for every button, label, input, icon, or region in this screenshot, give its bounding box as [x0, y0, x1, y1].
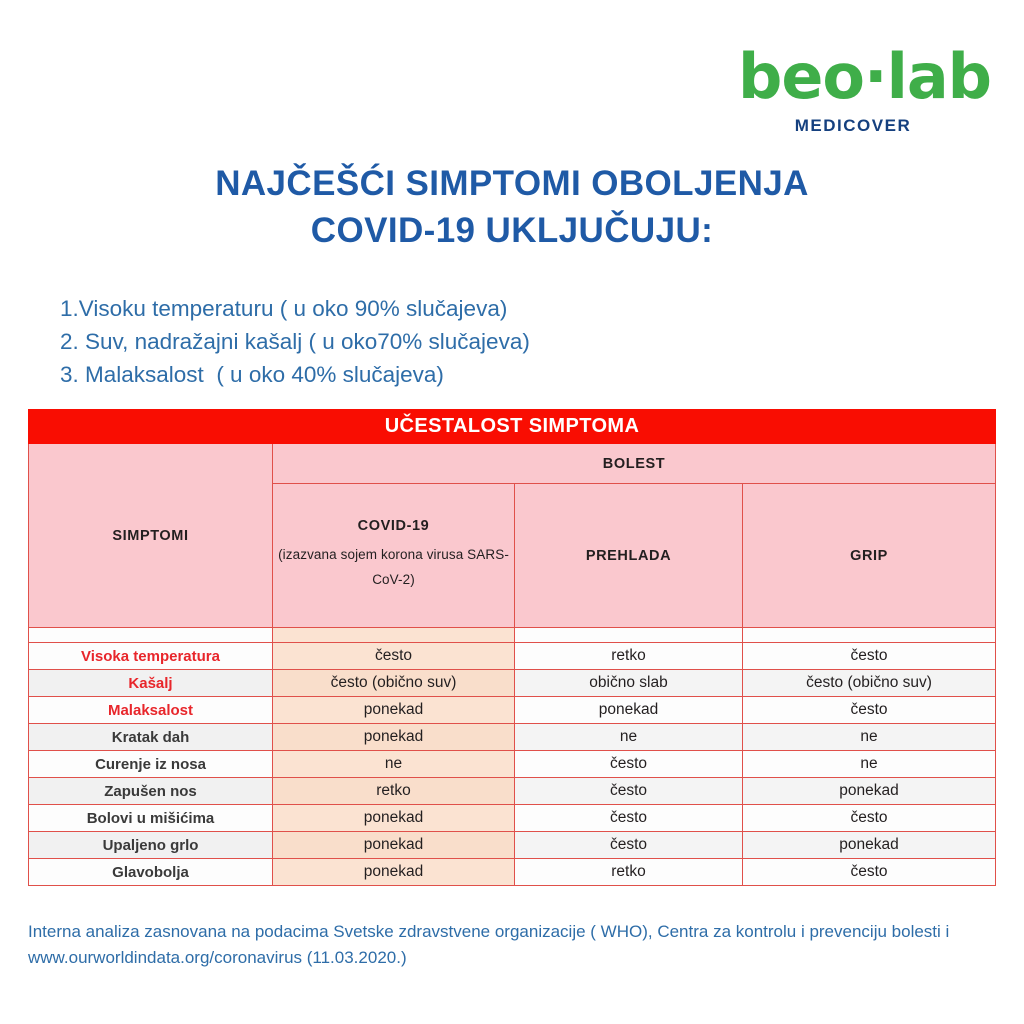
row-value-grip: ponekad: [743, 778, 996, 805]
row-symptom-label: Curenje iz nosa: [29, 751, 273, 778]
page-title-line-2: COVID-19 UKLJUČUJU:: [310, 211, 714, 251]
row-value-prehlada: ponekad: [515, 697, 743, 724]
column-group-header-bolest: BOLEST: [273, 444, 996, 484]
row-value-prehlada: retko: [515, 859, 743, 886]
column-header-covid19-main: COVID-19: [357, 518, 430, 535]
brand-logo: [738, 40, 992, 136]
row-symptom-label: Kašalj: [29, 670, 273, 697]
row-value-prehlada: često: [515, 751, 743, 778]
spacer-cell-symptom: [29, 628, 273, 643]
row-value-covid: ponekad: [273, 697, 515, 724]
row-symptom-label: Malaksalost: [29, 697, 273, 724]
row-value-covid: često (obično suv): [273, 670, 515, 697]
table-banner-title: UČESTALOST SIMPTOMA: [29, 410, 996, 444]
row-value-prehlada: retko: [515, 643, 743, 670]
table-row: [29, 778, 996, 805]
row-value-prehlada: obično slab: [515, 670, 743, 697]
symptom-frequency-table: [28, 409, 996, 886]
column-header-covid19: [273, 484, 515, 628]
table-group-header-row: [29, 444, 996, 484]
source-footnote-line-2: www.ourworldindata.org/coronavirus (11.03.2020.): [28, 948, 407, 968]
row-symptom-label: Bolovi u mišićima: [29, 805, 273, 832]
row-value-grip: često: [743, 643, 996, 670]
row-symptom-label: Kratak dah: [29, 724, 273, 751]
logo-wordmark: beo·lab: [738, 40, 992, 113]
row-value-covid: ponekad: [273, 859, 515, 886]
row-value-prehlada: ne: [515, 724, 743, 751]
logo-tagline: MEDICOVER: [794, 116, 912, 135]
spacer-cell-covid: [273, 628, 515, 643]
row-value-covid: ponekad: [273, 832, 515, 859]
row-value-grip: ne: [743, 751, 996, 778]
row-value-grip: često: [743, 859, 996, 886]
table-spacer-row: [29, 628, 996, 643]
row-symptom-label: Visoka temperatura: [29, 643, 273, 670]
source-footnote-line-1: Interna analiza zasnovana na podacima Svetske zdravstvene organizacije ( WHO), Centra za kontrolu i prevenciju bolesti i: [28, 922, 950, 941]
column-header-prehlada: PREHLADA: [515, 484, 743, 628]
table-row: [29, 697, 996, 724]
row-value-grip: često (obično suv): [743, 670, 996, 697]
table-row: [29, 751, 996, 778]
row-value-grip: često: [743, 697, 996, 724]
row-value-covid: često: [273, 643, 515, 670]
intro-list-item-3: 3. Malaksalost ( u oko 40% slučajeva): [60, 362, 444, 388]
intro-list-item-2: 2. Suv, nadražajni kašalj ( u oko70% slučajeva): [60, 329, 530, 355]
row-symptom-label: Upaljeno grlo: [29, 832, 273, 859]
column-header-simptomi: SIMPTOMI: [29, 444, 273, 628]
table-row: [29, 670, 996, 697]
row-value-grip: ponekad: [743, 832, 996, 859]
intro-list-item-1: 1.Visoku temperaturu ( u oko 90% slučajeva): [60, 296, 508, 321]
row-symptom-label: Zapušen nos: [29, 778, 273, 805]
row-value-covid: ne: [273, 751, 515, 778]
table-row: [29, 832, 996, 859]
column-header-grip: GRIP: [743, 484, 996, 628]
page-title-line-1: NAJČEŠĆI SIMPTOMI OBOLJENJA: [215, 164, 809, 203]
row-value-grip: ne: [743, 724, 996, 751]
spacer-cell-prehlada: [515, 628, 743, 643]
table-row: [29, 859, 996, 886]
symptom-intro-list: [60, 292, 940, 391]
column-header-covid19-sub: (izazvana sojem korona virusa SARS-CoV-2): [278, 546, 509, 587]
row-value-covid: ponekad: [273, 805, 515, 832]
row-value-prehlada: često: [515, 832, 743, 859]
source-footnote: [28, 919, 968, 972]
symptom-frequency-table-wrap: [28, 409, 995, 886]
row-value-covid: ponekad: [273, 724, 515, 751]
table-row: [29, 724, 996, 751]
row-value-prehlada: često: [515, 778, 743, 805]
table-row: [29, 643, 996, 670]
row-symptom-label: Glavobolja: [29, 859, 273, 886]
spacer-cell-grip: [743, 628, 996, 643]
table-banner-row: [29, 410, 996, 444]
row-value-grip: često: [743, 805, 996, 832]
page-title: [0, 160, 1024, 255]
row-value-prehlada: često: [515, 805, 743, 832]
row-value-covid: retko: [273, 778, 515, 805]
table-row: [29, 805, 996, 832]
